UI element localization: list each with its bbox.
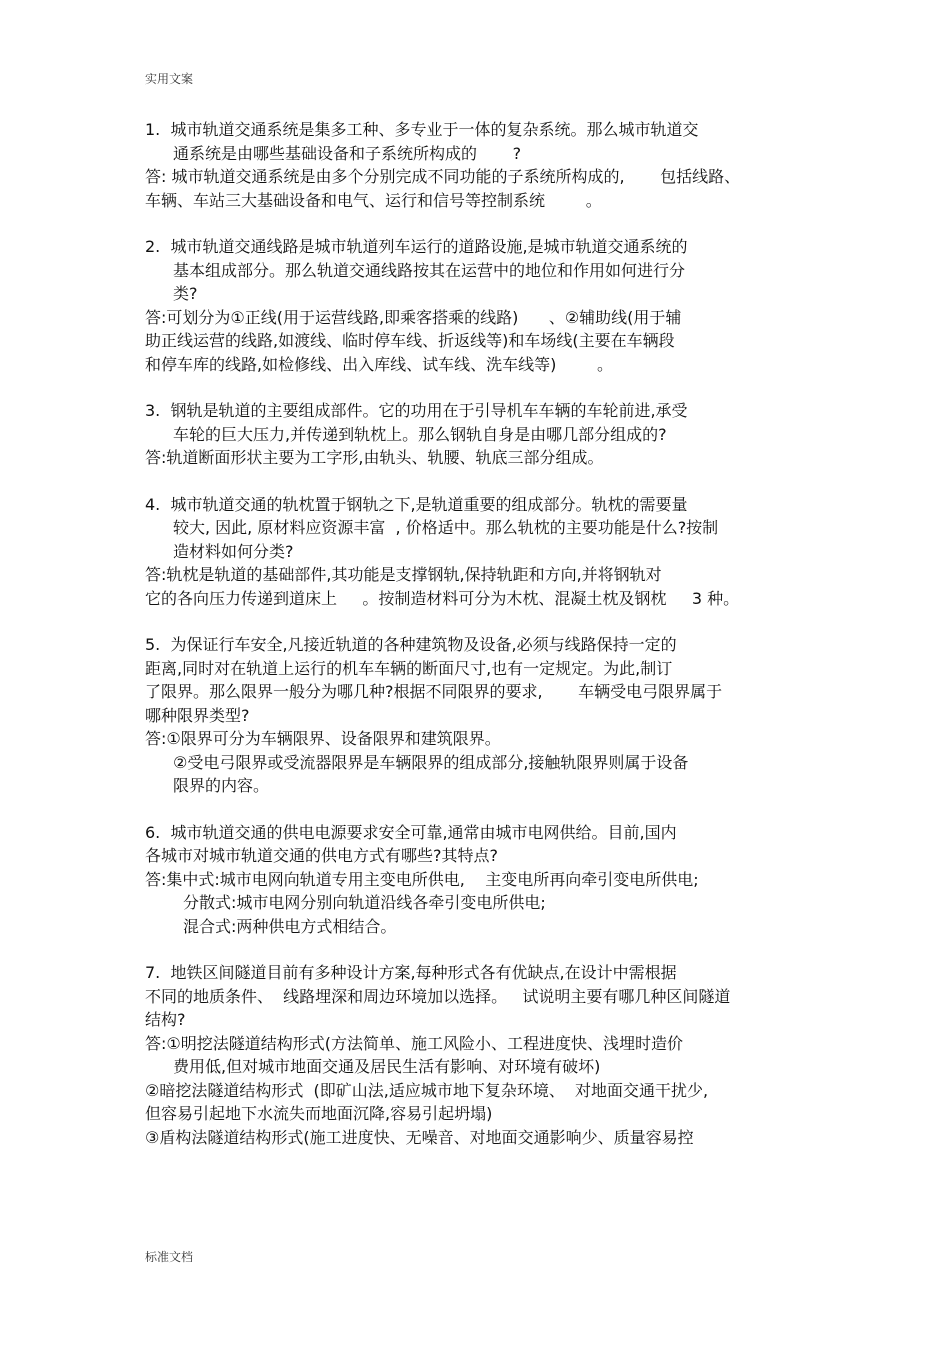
answer-7-line-2: 费用低,但对城市地面交通及居民生活有影响、对环境有破坏) xyxy=(173,1057,601,1076)
answer-7-line-5: ③盾构法隧道结构形式(施工进度快、无噪音、对地面交通影响少、质量容易控 xyxy=(145,1127,694,1147)
question-1-line-1: 1. 城市轨道交通系统是集多工种、多专业于一体的复杂系统。那么城市轨道交 xyxy=(145,120,699,139)
page-header: 实用文案 xyxy=(145,72,194,86)
question-7-line-2: 不同的地质条件、 线路埋深和周边环境加以选择。 试说明主要有哪几种区间隧道 xyxy=(145,986,731,1006)
spacer xyxy=(145,938,810,961)
page-footer: 标准文档 xyxy=(145,1250,194,1264)
answer-4-line-2: 它的各向压力传递到道床上 。按制造材料可分为木枕、混凝土枕及钢枕 3 种。 xyxy=(145,588,740,608)
answer-6-line-3: 混合式:两种供电方式相结合。 xyxy=(183,916,397,936)
answer-5-line-1: 答:①限界可分为车辆限界、设备限界和建筑限界。 xyxy=(145,729,501,748)
answer-2-line-1: 答:可划分为①正线(用于运营线路,即乘客搭乘的线路) 、②辅助线(用于辅 xyxy=(145,307,682,327)
answer-6-line-1: 答:集中式:城市电网向轨道专用主变电所供电, 主变电所再向牵引变电所供电; xyxy=(145,869,699,889)
spacer xyxy=(145,376,810,399)
answer-7-line-3: ②暗挖法隧道结构形式 (即矿山法,适应城市地下复杂环境、 对地面交通干扰少, xyxy=(145,1080,709,1100)
answer-6-line-2: 分散式:城市电网分别向轨道沿线各牵引变电所供电; xyxy=(183,893,546,912)
question-5-line-2: 距离,同时对在轨道上运行的机车车辆的断面尺寸,也有一定规定。为此,制订 xyxy=(145,658,673,678)
question-3-line-1: 3. 钢轨是轨道的主要组成部件。它的功用在于引导机车车辆的车轮前进,承受 xyxy=(145,401,688,420)
question-5-line-1: 5. 为保证行车安全,凡接近轨道的各种建筑物及设备,必须与线路保持一定的 xyxy=(145,635,677,654)
question-1-line-2: 通系统是由哪些基础设备和子系统所构成的 ? xyxy=(173,143,522,163)
question-2-line-2: 基本组成部分。那么轨道交通线路按其在运营中的地位和作用如何进行分 xyxy=(173,260,686,280)
question-3-line-2: 车轮的巨大压力,并传递到轨枕上。那么钢轨自身是由哪几部分组成的? xyxy=(173,424,667,444)
question-6-line-1: 6. 城市轨道交通的供电电源要求安全可靠,通常由城市电网供给。目前,国内 xyxy=(145,822,677,842)
answer-1-line-2: 车辆、车站三大基础设备和电气、运行和信号等控制系统 。 xyxy=(145,190,602,210)
question-6-line-2: 各城市对城市轨道交通的供电方式有哪些?其特点? xyxy=(145,846,498,865)
question-4-line-1: 4. 城市轨道交通的轨枕置于钢轨之下,是轨道重要的组成部分。轨枕的需要量 xyxy=(145,494,688,514)
question-7-line-3: 结构? xyxy=(145,1010,186,1029)
answer-2-line-2: 助正线运营的线路,如渡线、临时停车线、折返线等)和车场线(主要在车辆段 xyxy=(145,331,675,350)
answer-2-line-3: 和停车库的线路,如检修线、出入库线、试车线、洗车线等) 。 xyxy=(145,354,614,374)
spacer xyxy=(145,212,810,235)
answer-1-line-1: 答: 城市轨道交通系统是由多个分别完成不同功能的子系统所构成的, 包括线路、 xyxy=(145,167,741,186)
answer-5-line-2: ②受电弓限界或受流器限界是车辆限界的组成部分,接触轨限界则属于设备 xyxy=(173,752,689,772)
question-2-line-3: 类? xyxy=(173,284,198,303)
question-2-line-1: 2. 城市轨道交通线路是城市轨道列车运行的道路设施,是城市轨道交通系统的 xyxy=(145,237,688,256)
question-5-line-3: 了限界。那么限界一般分为哪几种?根据不同限界的要求, 车辆受电弓限界属于 xyxy=(145,682,723,701)
document-body xyxy=(145,118,810,1149)
spacer xyxy=(145,610,810,633)
answer-5-line-3: 限界的内容。 xyxy=(173,776,270,795)
question-7-line-1: 7. 地铁区间隧道目前有多种设计方案,每种形式各有优缺点,在设计中需根据 xyxy=(145,963,677,982)
question-5-line-4: 哪种限界类型? xyxy=(145,705,250,725)
answer-3-line-1: 答:轨道断面形状主要为工字形,由轨头、轨腰、轨底三部分组成。 xyxy=(145,448,604,467)
spacer xyxy=(145,470,810,493)
spacer xyxy=(145,798,810,821)
question-4-line-3: 造材料如何分类? xyxy=(173,541,294,561)
question-4-line-2: 较大, 因此, 原材料应资源丰富 , 价格适中。那么轨枕的主要功能是什么?按制 xyxy=(173,518,719,537)
answer-7-line-4: 但容易引起地下水流失而地面沉降,容易引起坍塌) xyxy=(145,1104,493,1123)
answer-7-line-1: 答:①明挖法隧道结构形式(方法简单、施工风险小、工程进度快、浅埋时造价 xyxy=(145,1033,683,1053)
answer-4-line-1: 答:轨枕是轨道的基础部件,其功能是支撑钢轨,保持轨距和方向,并将钢轨对 xyxy=(145,565,662,584)
